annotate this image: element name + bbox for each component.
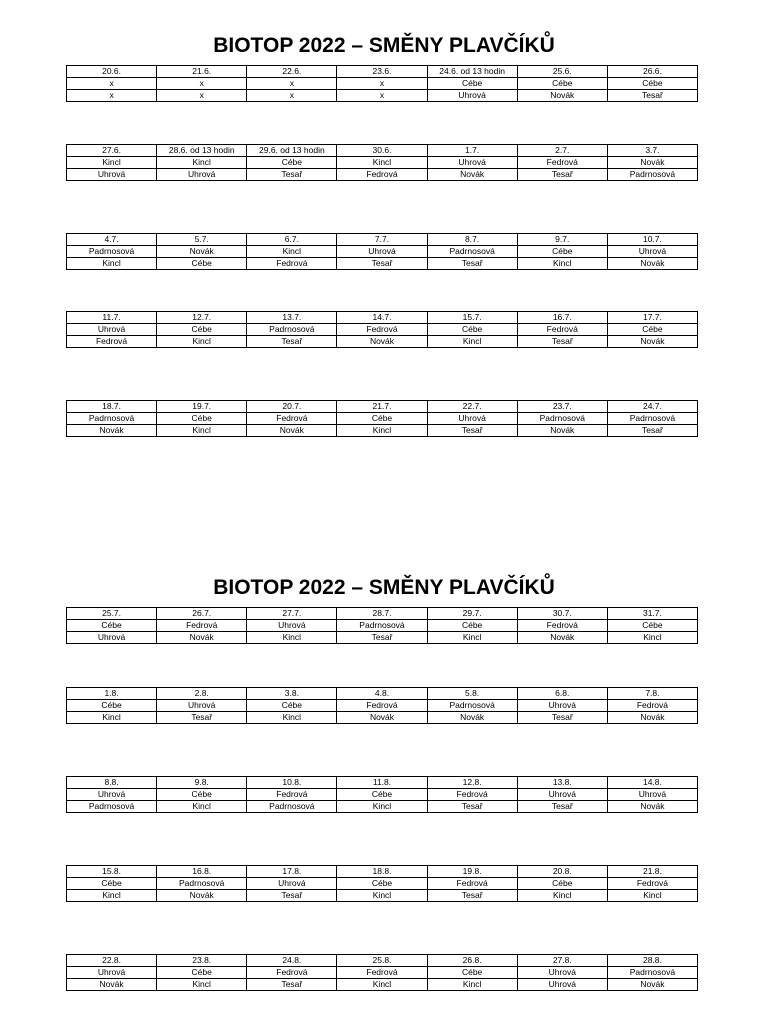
shift-row-2 bbox=[67, 169, 698, 181]
shift-row-2 bbox=[67, 258, 698, 270]
shift-cell: Kincl bbox=[157, 801, 247, 813]
shift-table bbox=[66, 954, 698, 991]
date-cell: 22.8. bbox=[67, 955, 157, 967]
shift-cell: Kincl bbox=[247, 246, 337, 258]
shift-row-1 bbox=[67, 246, 698, 258]
shift-cell: Uhrová bbox=[337, 246, 427, 258]
date-cell: 20.7. bbox=[247, 401, 337, 413]
shift-cell: Fedrová bbox=[247, 789, 337, 801]
shift-cell: Cébe bbox=[607, 324, 697, 336]
shift-cell: Uhrová bbox=[157, 700, 247, 712]
shift-table bbox=[66, 776, 698, 813]
date-cell: 18.7. bbox=[67, 401, 157, 413]
shift-cell: Cébe bbox=[517, 878, 607, 890]
shift-cell: Cébe bbox=[157, 413, 247, 425]
shift-row-1 bbox=[67, 78, 698, 90]
shift-cell: Uhrová bbox=[67, 169, 157, 181]
date-cell: 20.6. bbox=[67, 66, 157, 78]
date-cell: 5.7. bbox=[157, 234, 247, 246]
date-cell: 30.7. bbox=[517, 608, 607, 620]
shift-cell: Kincl bbox=[517, 890, 607, 902]
shift-cell: Padrnosová bbox=[157, 878, 247, 890]
date-cell: 25.8. bbox=[337, 955, 427, 967]
date-cell: 29.7. bbox=[427, 608, 517, 620]
shift-table bbox=[66, 400, 698, 437]
date-cell: 14.7. bbox=[337, 312, 427, 324]
shift-cell: Fedrová bbox=[247, 967, 337, 979]
shift-cell: Kincl bbox=[67, 890, 157, 902]
shift-cell: Uhrová bbox=[427, 413, 517, 425]
shift-cell: Novák bbox=[157, 632, 247, 644]
shift-cell: x bbox=[67, 90, 157, 102]
shift-cell: Tesař bbox=[427, 425, 517, 437]
shift-cell: Cébe bbox=[157, 258, 247, 270]
shift-cell: Padrnosová bbox=[427, 246, 517, 258]
shift-cell: Cébe bbox=[427, 620, 517, 632]
shift-cell: Novák bbox=[607, 801, 697, 813]
shift-cell: Tesař bbox=[247, 979, 337, 991]
shift-row-1 bbox=[67, 700, 698, 712]
shift-cell: Cébe bbox=[247, 700, 337, 712]
date-cell: 10.8. bbox=[247, 777, 337, 789]
date-cell: 7.7. bbox=[337, 234, 427, 246]
shift-cell: Tesař bbox=[247, 336, 337, 348]
date-cell: 13.7. bbox=[247, 312, 337, 324]
shift-cell: Kincl bbox=[607, 632, 697, 644]
shift-cell: Novák bbox=[337, 712, 427, 724]
shift-cell: Uhrová bbox=[157, 169, 247, 181]
date-cell: 19.7. bbox=[157, 401, 247, 413]
shift-cell: Novák bbox=[67, 425, 157, 437]
date-cell: 24.8. bbox=[247, 955, 337, 967]
date-cell: 4.7. bbox=[67, 234, 157, 246]
date-cell: 24.6. od 13 hodin bbox=[427, 66, 517, 78]
shift-cell: Cébe bbox=[247, 157, 337, 169]
shift-table bbox=[66, 233, 698, 270]
shift-cell: Cébe bbox=[157, 789, 247, 801]
date-cell: 23.7. bbox=[517, 401, 607, 413]
shift-cell: Cébe bbox=[67, 878, 157, 890]
shift-cell: x bbox=[157, 78, 247, 90]
shift-cell: Tesař bbox=[607, 425, 697, 437]
date-cell: 17.8. bbox=[247, 866, 337, 878]
shift-cell: Padrnosová bbox=[67, 246, 157, 258]
date-cell: 27.7. bbox=[247, 608, 337, 620]
shift-cell: Kincl bbox=[337, 890, 427, 902]
shift-table bbox=[66, 865, 698, 902]
date-cell: 22.7. bbox=[427, 401, 517, 413]
shift-cell: Padrnosová bbox=[517, 413, 607, 425]
shift-cell: Novák bbox=[157, 890, 247, 902]
date-cell: 28.7. bbox=[337, 608, 427, 620]
date-cell: 9.7. bbox=[517, 234, 607, 246]
shift-cell: Cébe bbox=[427, 967, 517, 979]
shift-cell: Padrnosová bbox=[427, 700, 517, 712]
shift-cell: Cébe bbox=[427, 324, 517, 336]
shift-cell: Uhrová bbox=[427, 90, 517, 102]
shift-cell: Kincl bbox=[337, 425, 427, 437]
shift-cell: Uhrová bbox=[247, 878, 337, 890]
shift-cell: x bbox=[337, 90, 427, 102]
shift-cell: Tesař bbox=[337, 258, 427, 270]
date-cell: 16.7. bbox=[517, 312, 607, 324]
shift-row-2 bbox=[67, 890, 698, 902]
shift-cell: Kincl bbox=[247, 712, 337, 724]
shift-cell: Cébe bbox=[517, 78, 607, 90]
shift-table bbox=[66, 687, 698, 724]
shift-cell: Uhrová bbox=[517, 979, 607, 991]
shift-cell: x bbox=[247, 90, 337, 102]
shift-cell: Kincl bbox=[67, 712, 157, 724]
shift-cell: Padrnosová bbox=[337, 620, 427, 632]
shift-cell: x bbox=[337, 78, 427, 90]
shift-cell: Kincl bbox=[337, 157, 427, 169]
shift-cell: Tesař bbox=[607, 90, 697, 102]
date-cell: 15.8. bbox=[67, 866, 157, 878]
shift-cell: Cébe bbox=[337, 789, 427, 801]
shift-cell: Fedrová bbox=[427, 878, 517, 890]
shift-cell: Kincl bbox=[427, 979, 517, 991]
date-cell: 3.7. bbox=[607, 145, 697, 157]
shift-cell: Cébe bbox=[427, 78, 517, 90]
shift-cell: Novák bbox=[517, 632, 607, 644]
shift-cell: Fedrová bbox=[517, 620, 607, 632]
shift-table bbox=[66, 311, 698, 348]
date-cell: 17.7. bbox=[607, 312, 697, 324]
shift-cell: Kincl bbox=[157, 157, 247, 169]
shift-cell: Uhrová bbox=[517, 789, 607, 801]
date-cell: 21.8. bbox=[607, 866, 697, 878]
shift-cell: Tesař bbox=[427, 801, 517, 813]
date-cell: 21.6. bbox=[157, 66, 247, 78]
shift-cell: Novák bbox=[607, 336, 697, 348]
date-cell: 23.8. bbox=[157, 955, 247, 967]
shift-cell: Kincl bbox=[337, 801, 427, 813]
shift-cell: Uhrová bbox=[67, 789, 157, 801]
date-cell: 6.7. bbox=[247, 234, 337, 246]
shift-cell: Novák bbox=[517, 90, 607, 102]
shift-cell: Novák bbox=[427, 169, 517, 181]
shift-cell: Fedrová bbox=[517, 324, 607, 336]
date-cell: 20.8. bbox=[517, 866, 607, 878]
date-cell: 28.6. od 13 hodin bbox=[157, 145, 247, 157]
shift-cell: Uhrová bbox=[427, 157, 517, 169]
date-cell: 21.7. bbox=[337, 401, 427, 413]
shift-cell: Novák bbox=[607, 157, 697, 169]
shift-cell: Cébe bbox=[607, 620, 697, 632]
date-row bbox=[67, 145, 698, 157]
shift-cell: Padrnosová bbox=[607, 169, 697, 181]
date-cell: 25.6. bbox=[517, 66, 607, 78]
date-row bbox=[67, 401, 698, 413]
shift-cell: Cébe bbox=[337, 413, 427, 425]
shift-cell: Padrnosová bbox=[247, 324, 337, 336]
shift-cell: Fedrová bbox=[517, 157, 607, 169]
shift-cell: Novák bbox=[427, 712, 517, 724]
date-cell: 4.8. bbox=[337, 688, 427, 700]
shift-cell: Uhrová bbox=[67, 324, 157, 336]
shift-cell: Fedrová bbox=[337, 169, 427, 181]
shift-cell: Novák bbox=[67, 979, 157, 991]
shift-row-2 bbox=[67, 712, 698, 724]
date-cell: 12.8. bbox=[427, 777, 517, 789]
shift-cell: Fedrová bbox=[247, 413, 337, 425]
shift-cell: Novák bbox=[607, 979, 697, 991]
shift-cell: Kincl bbox=[157, 979, 247, 991]
shift-cell: Fedrová bbox=[607, 700, 697, 712]
shift-cell: Novák bbox=[247, 425, 337, 437]
date-cell: 16.8. bbox=[157, 866, 247, 878]
shift-cell: Fedrová bbox=[337, 324, 427, 336]
date-cell: 13.8. bbox=[517, 777, 607, 789]
shift-cell: Tesař bbox=[517, 336, 607, 348]
shift-row-2 bbox=[67, 801, 698, 813]
shift-cell: Kincl bbox=[337, 979, 427, 991]
shift-cell: Fedrová bbox=[337, 700, 427, 712]
date-row bbox=[67, 234, 698, 246]
shift-cell: Tesař bbox=[517, 712, 607, 724]
shift-row-2 bbox=[67, 632, 698, 644]
date-cell: 30.6. bbox=[337, 145, 427, 157]
page-title: BIOTOP 2022 – SMĚNY PLAVČÍKŮ bbox=[213, 34, 555, 57]
shift-cell: Novák bbox=[157, 246, 247, 258]
shift-cell: Cébe bbox=[337, 878, 427, 890]
date-row bbox=[67, 66, 698, 78]
shift-cell: x bbox=[247, 78, 337, 90]
date-row bbox=[67, 777, 698, 789]
shift-row-1 bbox=[67, 967, 698, 979]
shift-cell: Cébe bbox=[67, 700, 157, 712]
shift-cell: Fedrová bbox=[157, 620, 247, 632]
date-cell: 11.8. bbox=[337, 777, 427, 789]
date-cell: 2.7. bbox=[517, 145, 607, 157]
shift-cell: Novák bbox=[607, 258, 697, 270]
shift-row-1 bbox=[67, 620, 698, 632]
date-cell: 23.6. bbox=[337, 66, 427, 78]
shift-cell: Padrnosová bbox=[67, 801, 157, 813]
date-cell: 15.7. bbox=[427, 312, 517, 324]
shift-cell: Fedrová bbox=[337, 967, 427, 979]
shift-cell: Novák bbox=[337, 336, 427, 348]
date-cell: 29.6. od 13 hodin bbox=[247, 145, 337, 157]
shift-cell: Padrnosová bbox=[607, 967, 697, 979]
shift-cell: Tesař bbox=[427, 258, 517, 270]
date-cell: 22.6. bbox=[247, 66, 337, 78]
shift-cell: Fedrová bbox=[427, 789, 517, 801]
shift-cell: Fedrová bbox=[607, 878, 697, 890]
shift-row-1 bbox=[67, 789, 698, 801]
shift-cell: x bbox=[67, 78, 157, 90]
shift-cell: Tesař bbox=[337, 632, 427, 644]
date-cell: 11.7. bbox=[67, 312, 157, 324]
shift-cell: Novák bbox=[517, 425, 607, 437]
shift-cell: x bbox=[157, 90, 247, 102]
shift-cell: Tesař bbox=[517, 801, 607, 813]
shift-cell: Kincl bbox=[607, 890, 697, 902]
date-cell: 1.7. bbox=[427, 145, 517, 157]
date-row bbox=[67, 312, 698, 324]
date-cell: 1.8. bbox=[67, 688, 157, 700]
date-row bbox=[67, 866, 698, 878]
date-cell: 19.8. bbox=[427, 866, 517, 878]
shift-cell: Cébe bbox=[67, 620, 157, 632]
shift-cell: Kincl bbox=[67, 157, 157, 169]
shift-cell: Kincl bbox=[67, 258, 157, 270]
date-cell: 5.8. bbox=[427, 688, 517, 700]
date-row bbox=[67, 608, 698, 620]
shift-cell: Uhrová bbox=[67, 967, 157, 979]
date-cell: 6.8. bbox=[517, 688, 607, 700]
shift-cell: Uhrová bbox=[607, 789, 697, 801]
date-cell: 28.8. bbox=[607, 955, 697, 967]
date-cell: 3.8. bbox=[247, 688, 337, 700]
shift-cell: Kincl bbox=[157, 425, 247, 437]
shift-cell: Cébe bbox=[157, 324, 247, 336]
date-cell: 12.7. bbox=[157, 312, 247, 324]
shift-table bbox=[66, 607, 698, 644]
shift-row-1 bbox=[67, 324, 698, 336]
date-cell: 26.6. bbox=[607, 66, 697, 78]
shift-cell: Kincl bbox=[517, 258, 607, 270]
shift-cell: Tesař bbox=[247, 890, 337, 902]
shift-cell: Fedrová bbox=[67, 336, 157, 348]
shift-cell: Kincl bbox=[427, 336, 517, 348]
shift-row-2 bbox=[67, 425, 698, 437]
shift-row-1 bbox=[67, 878, 698, 890]
shift-row-1 bbox=[67, 413, 698, 425]
shift-cell: Fedrová bbox=[247, 258, 337, 270]
date-cell: 24.7. bbox=[607, 401, 697, 413]
shift-cell: Kincl bbox=[157, 336, 247, 348]
page-title: BIOTOP 2022 – SMĚNY PLAVČÍKŮ bbox=[213, 576, 555, 599]
shift-cell: Tesař bbox=[517, 169, 607, 181]
date-cell: 26.8. bbox=[427, 955, 517, 967]
date-cell: 8.8. bbox=[67, 777, 157, 789]
shift-cell: Cébe bbox=[157, 967, 247, 979]
shift-cell: Padrnosová bbox=[247, 801, 337, 813]
shift-cell: Tesař bbox=[427, 890, 517, 902]
shift-cell: Cébe bbox=[607, 78, 697, 90]
shift-table bbox=[66, 65, 698, 102]
shift-cell: Uhrová bbox=[247, 620, 337, 632]
date-cell: 7.8. bbox=[607, 688, 697, 700]
shift-row-1 bbox=[67, 157, 698, 169]
shift-cell: Tesař bbox=[157, 712, 247, 724]
shift-cell: Padrnosová bbox=[607, 413, 697, 425]
date-row bbox=[67, 955, 698, 967]
date-cell: 9.8. bbox=[157, 777, 247, 789]
date-cell: 18.8. bbox=[337, 866, 427, 878]
date-cell: 14.8. bbox=[607, 777, 697, 789]
shift-cell: Kincl bbox=[247, 632, 337, 644]
date-cell: 31.7. bbox=[607, 608, 697, 620]
shift-cell: Padrnosová bbox=[67, 413, 157, 425]
date-cell: 10.7. bbox=[607, 234, 697, 246]
shift-cell: Uhrová bbox=[67, 632, 157, 644]
date-row bbox=[67, 688, 698, 700]
shift-cell: Uhrová bbox=[517, 967, 607, 979]
date-cell: 8.7. bbox=[427, 234, 517, 246]
shift-cell: Uhrová bbox=[607, 246, 697, 258]
shift-cell: Tesař bbox=[247, 169, 337, 181]
date-cell: 2.8. bbox=[157, 688, 247, 700]
shift-table bbox=[66, 144, 698, 181]
date-cell: 25.7. bbox=[67, 608, 157, 620]
date-cell: 27.8. bbox=[517, 955, 607, 967]
date-cell: 26.7. bbox=[157, 608, 247, 620]
shift-row-2 bbox=[67, 336, 698, 348]
shift-row-2 bbox=[67, 979, 698, 991]
shift-row-2 bbox=[67, 90, 698, 102]
shift-cell: Uhrová bbox=[517, 700, 607, 712]
shift-cell: Novák bbox=[607, 712, 697, 724]
date-cell: 27.6. bbox=[67, 145, 157, 157]
shift-cell: Kincl bbox=[427, 632, 517, 644]
shift-cell: Cébe bbox=[517, 246, 607, 258]
